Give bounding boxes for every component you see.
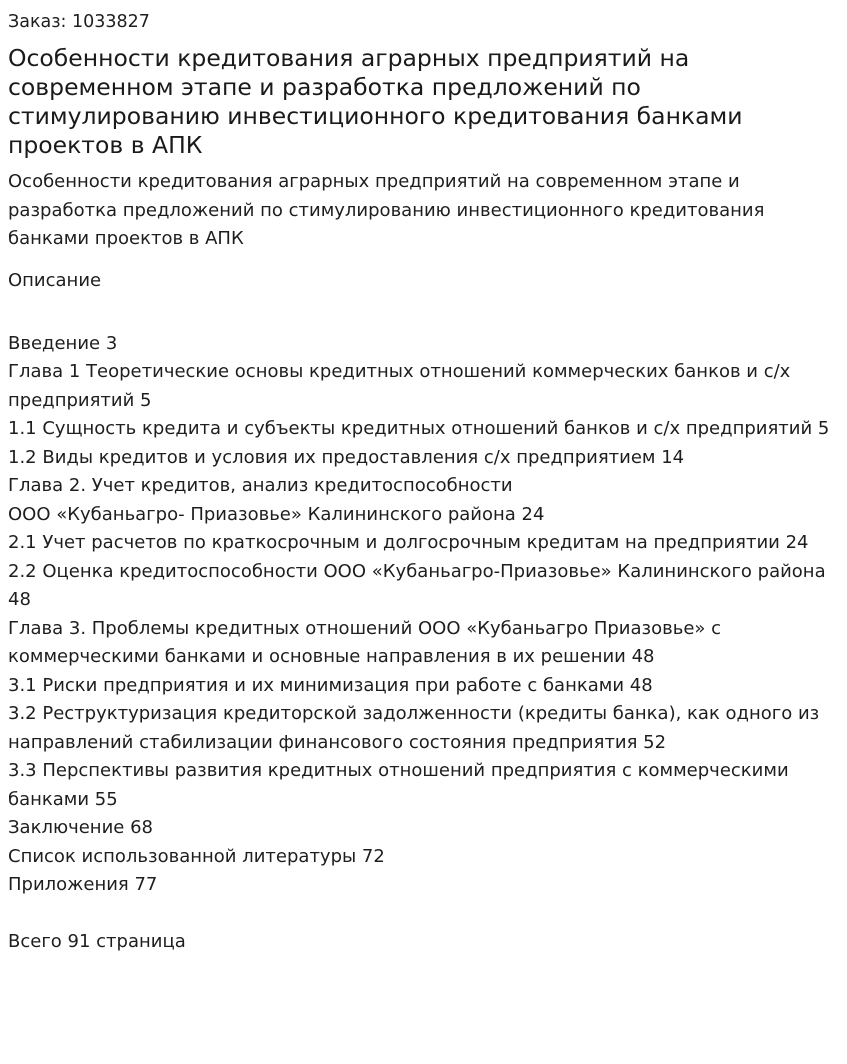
toc-item-appendices: Приложения 77 xyxy=(8,874,158,895)
document-subtitle: Особенности кредитования аграрных предприятий на современном этапе и разработка предложений по стимулированию инвестиционного кредитования банками проектов в АПК xyxy=(8,171,765,249)
toc-item-3-3: 3.3 Перспективы развития кредитных отношений предприятия с коммерческими банками 55 xyxy=(8,760,789,810)
description-heading: Описание xyxy=(8,269,102,291)
document-page xyxy=(0,11,847,956)
toc-item-chapter-3: Глава 3. Проблемы кредитных отношений ООО «Кубаньагро Приазовье» с коммерческими банками и основные направления в их решении 48 xyxy=(8,617,722,667)
toc-item-1-1: 1.1 Сущность кредита и субъекты кредитных отношений банков и с/х предприятий 5 xyxy=(8,418,830,439)
toc-item-2-1: 2.1 Учет расчетов по краткосрочным и долгосрочным кредитам на предприятии 24 xyxy=(8,532,809,553)
total-pages: Всего 91 страница xyxy=(8,930,186,952)
toc-item-3-2: 3.2 Реструктуризация кредиторской задолженности (кредиты банка), как одного из направлений стабилизации финансового состояния предприятия 52 xyxy=(8,703,820,753)
toc-item-chapter-2: Глава 2. Учет кредитов, анализ кредитоспособности xyxy=(8,475,513,496)
toc-item-conclusion: Заключение 68 xyxy=(8,817,153,838)
toc-item-chapter-1: Глава 1 Теоретические основы кредитных отношений коммерческих банков и с/х предприятий 5 xyxy=(8,361,791,411)
toc-item-bibliography: Список использованной литературы 72 xyxy=(8,845,385,867)
order-number: Заказ: 1033827 xyxy=(8,12,150,32)
table-of-contents xyxy=(8,330,839,900)
toc-item-2-2: 2.2 Оценка кредитоспособности ООО «Кубаньагро-Приазовье» Калининского района 48 xyxy=(8,560,826,610)
toc-item-3-1: 3.1 Риски предприятия и их минимизация при работе с банками 48 xyxy=(8,674,653,696)
document-title: Особенности кредитования аграрных предприятий на современном этапе и разработка предложений по стимулированию инвестиционного кредитования банками проектов в АПК xyxy=(8,44,743,159)
toc-item-introduction: Введение 3 xyxy=(8,332,118,354)
toc-item-1-2: 1.2 Виды кредитов и условия их предоставления с/х предприятием 14 xyxy=(8,446,685,468)
toc-item-chapter-2-company: ООО «Кубаньагро- Приазовье» Калининского района 24 xyxy=(8,503,545,525)
